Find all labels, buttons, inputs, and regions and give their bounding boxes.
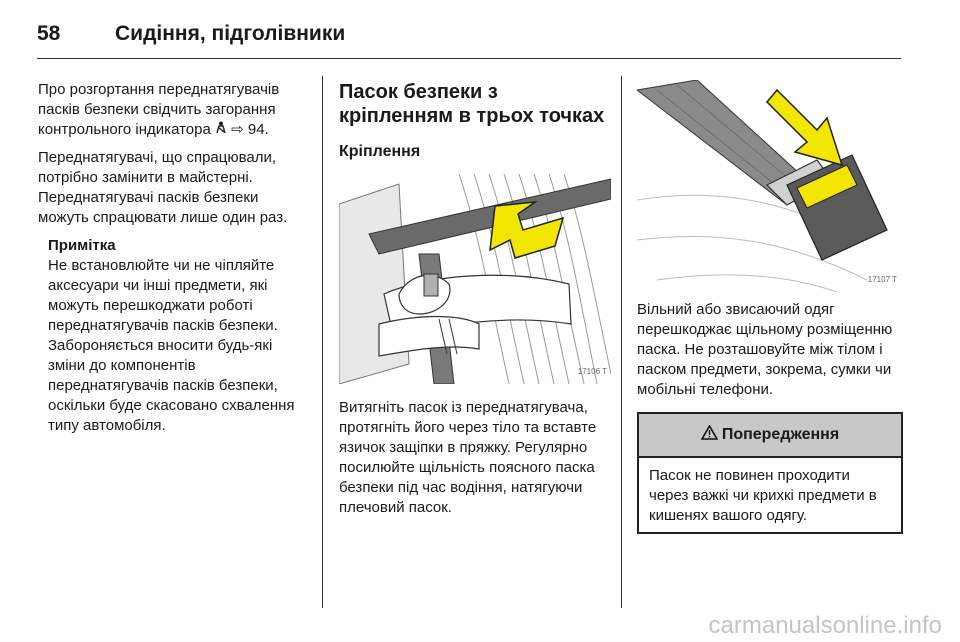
note-text: Не встановлюйте чи не чіпляйте аксесуари чи інші предмети, які можуть перешкоджати роботі переднатягувачів пасків безпеки. Забороняється вносити будь-які зміни до компонентів переднатягувачів пасків безпеки, оскільки буде скасовано схвалення типу автомобіля.: [48, 257, 295, 434]
page-header: [37, 14, 345, 54]
subsection-heading: Кріплення: [339, 143, 421, 160]
column-1: [38, 80, 310, 436]
warning-title: Попередження: [721, 426, 840, 443]
note-title: Примітка: [48, 237, 116, 254]
page-reference-icon: ⇨: [231, 121, 244, 138]
note-block: [38, 236, 310, 436]
column-divider-2: [621, 76, 622, 608]
watermark: carmanualsonline.info: [708, 612, 942, 639]
replacement-paragraph: Переднатягувачі, що спрацювали, потрібно замінити в майстерні. Переднатягувачі пасків безпеки можуть спрацювати лише один раз.: [38, 149, 288, 226]
pretensioner-text: Про розгортання переднатягувачів пасків безпеки свідчить загорання контрольного індикатора: [38, 81, 280, 138]
clothing-text: Вільний або звисаючий одяг перешкоджає щільному розміщенню паска. Не розташовуйте між тілом і паском предмети, зокрема, сумки чи мобільні телефони.: [637, 301, 893, 398]
warning-header: [639, 414, 901, 458]
header-rule: [37, 58, 901, 59]
buckle-illustration: [637, 80, 901, 292]
buckle-drawing: [637, 80, 901, 292]
column-3: [637, 80, 903, 534]
fastening-instructions: Витягніть пасок із переднатягувача, протягніть його через тіло та вставте язичок защіпки в пряжку. Регулярно посилюйте щільність поясного паска безпеки під час водіння, натягуючи плечовий пасок.: [339, 399, 597, 516]
section-heading: Пасок безпеки з кріпленням в трьох точках: [339, 81, 605, 127]
warning-triangle-icon: [701, 425, 718, 446]
figure-id: 17106 T: [577, 367, 607, 376]
belt-fastening-illustration: [339, 174, 611, 384]
pretensioner-paragraph: [38, 80, 310, 140]
seatbelt-indicator-icon: [215, 123, 227, 137]
page-title: Сидіння, підголівники: [115, 22, 346, 45]
belt-fastening-drawing: [339, 174, 611, 384]
warning-text: Пасок не повинен проходити через важкі чи крихкі предмети в кишенях вашого одягу.: [649, 467, 877, 524]
column-2: [339, 80, 611, 518]
page-reference: 94.: [247, 121, 269, 138]
page-number: 58: [37, 22, 61, 45]
warning-box: [637, 412, 903, 534]
figure-id: 17107 T: [867, 275, 897, 284]
column-divider-1: [322, 76, 323, 608]
